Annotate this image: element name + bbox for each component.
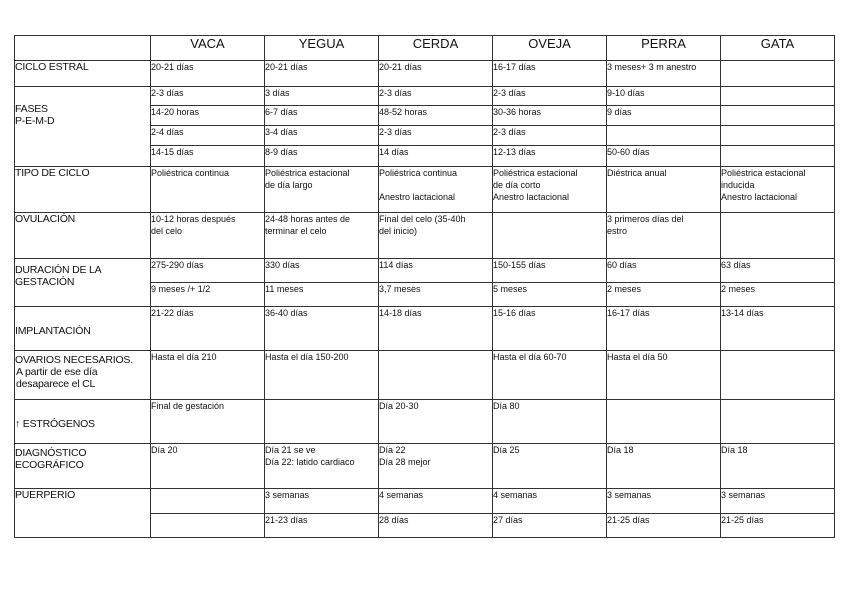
cell-line: Poliéstrica continua: [151, 168, 230, 178]
table-cell: [151, 167, 265, 213]
cell-line: Poliéstrica continua: [379, 168, 458, 178]
table-cell: 275-290 días: [151, 259, 265, 283]
table-cell: 150-155 días: [493, 259, 607, 283]
table-cell: 28 días: [379, 514, 493, 538]
row-label-line: P-E-M-D: [15, 115, 55, 127]
row-label-gestacion: [15, 259, 151, 307]
table-cell: 50-60 días: [607, 146, 721, 167]
cell-line: Día 18: [721, 445, 748, 455]
row-label-tipo-de-ciclo: TIPO DE CICLO: [15, 167, 151, 213]
cell-line: Día 18: [607, 445, 634, 455]
table-cell: Día 20-30: [379, 400, 493, 444]
table-cell: [151, 514, 265, 538]
cell-line: inducida: [721, 180, 755, 190]
reproduction-table: [14, 35, 835, 538]
table-cell: 11 meses: [265, 283, 379, 307]
table-cell: 2-4 días: [151, 126, 265, 146]
table-cell: 12-13 días: [493, 146, 607, 167]
header-row: [15, 36, 835, 61]
cell-line: estro: [607, 226, 628, 236]
header-vaca: VACA: [151, 36, 265, 61]
table-cell: [607, 126, 721, 146]
table-cell: [721, 146, 835, 167]
table-cell: 15-16 días: [493, 307, 607, 351]
cell-line: [721, 213, 834, 225]
header-cerda: CERDA: [379, 36, 493, 61]
cell-line: Diéstrica anual: [607, 168, 667, 178]
table-cell: [493, 444, 607, 489]
table-row: [15, 400, 835, 444]
cell-line: Poliéstrica estacional: [493, 168, 578, 178]
header-perra: PERRA: [607, 36, 721, 61]
table-cell: 9 días: [607, 106, 721, 126]
table-cell: 14 días: [379, 146, 493, 167]
table-cell: 16-17 días: [607, 307, 721, 351]
table-cell: 60 días: [607, 259, 721, 283]
row-label-line: desaparece el CL: [16, 378, 96, 390]
table-cell: 9-10 días: [607, 87, 721, 106]
cell-line: 3 primeros días del: [607, 214, 684, 224]
table-row: [15, 87, 835, 106]
table-row: [15, 351, 835, 400]
table-cell: 2-3 días: [379, 126, 493, 146]
table-cell: Hasta el día 50: [607, 351, 721, 400]
table-cell: 2 meses: [721, 283, 835, 307]
table-cell: 14-20 horas: [151, 106, 265, 126]
cell-line: [379, 179, 492, 191]
table-cell: 3-4 días: [265, 126, 379, 146]
table-cell: [379, 444, 493, 489]
cell-line: 10-12 horas después: [151, 214, 236, 224]
cell-line: de día largo: [265, 180, 313, 190]
table-cell: [151, 444, 265, 489]
cell-line: Día 28 mejor: [379, 457, 431, 467]
row-label-ciclo-estral: CICLO ESTRAL: [15, 61, 151, 87]
table-cell: [721, 213, 835, 259]
table-cell: 5 meses: [493, 283, 607, 307]
cell-line: [493, 213, 606, 225]
table-cell: [151, 213, 265, 259]
table-cell: 4 semanas: [493, 489, 607, 514]
table-row: [15, 167, 835, 213]
table-cell: [721, 167, 835, 213]
table-row: [15, 489, 835, 514]
cell-line: terminar el celo: [265, 226, 327, 236]
table-cell: 20-21 días: [265, 61, 379, 87]
cell-line: Poliéstrica estacional: [265, 168, 350, 178]
table-cell: 16-17 días: [493, 61, 607, 87]
table-cell: Día 80: [493, 400, 607, 444]
table-cell: Hasta el día 210: [151, 351, 265, 400]
table-cell: 6-7 días: [265, 106, 379, 126]
table-row: [15, 307, 835, 351]
table-cell: [607, 444, 721, 489]
cell-line: Anestro lactacional: [721, 192, 798, 202]
table-cell: 21-23 días: [265, 514, 379, 538]
table-row: [15, 61, 835, 87]
table-cell: [721, 400, 835, 444]
cell-line: Día 21 se ve: [265, 445, 316, 455]
table-cell: 3 semanas: [607, 489, 721, 514]
table-cell: Hasta el día 60-70: [493, 351, 607, 400]
table-cell: [379, 351, 493, 400]
table-cell: [265, 444, 379, 489]
cell-line: del celo: [151, 226, 183, 236]
cell-line: Día 25: [493, 445, 520, 455]
table-cell: Hasta el día 150-200: [265, 351, 379, 400]
table-row: [15, 213, 835, 259]
cell-line: de día corto: [493, 180, 541, 190]
row-label-fases: [15, 87, 151, 167]
header-yegua: YEGUA: [265, 36, 379, 61]
table-row: [15, 259, 835, 283]
table-cell: [493, 167, 607, 213]
row-label-line: FASES: [15, 103, 48, 115]
table-cell: 3 días: [265, 87, 379, 106]
row-label-line: GESTACIÓN: [15, 276, 75, 288]
cell-line: Día 20: [151, 445, 178, 455]
table-cell: 20-21 días: [151, 61, 265, 87]
table-cell: [721, 126, 835, 146]
table-cell: [721, 351, 835, 400]
row-label-line: ECOGRÁFICO: [15, 459, 84, 471]
table-cell: 2-3 días: [493, 126, 607, 146]
table-cell: [151, 489, 265, 514]
table-cell: [607, 213, 721, 259]
cell-line: Día 22: latido cardiaco: [265, 457, 355, 467]
row-label-diagnostico: [15, 444, 151, 489]
table-cell: 3 semanas: [721, 489, 835, 514]
table-cell: 13-14 días: [721, 307, 835, 351]
header-corner: [15, 36, 151, 61]
table-cell: [493, 213, 607, 259]
table-cell: 114 días: [379, 259, 493, 283]
table-cell: 8-9 días: [265, 146, 379, 167]
table-cell: 2 meses: [607, 283, 721, 307]
table-cell: 21-25 días: [607, 514, 721, 538]
table-cell: 3 meses+ 3 m anestro: [607, 61, 721, 87]
cell-line: del inicio): [379, 226, 418, 236]
cell-line: Poliéstrica estacional: [721, 168, 806, 178]
row-label-ovulacion: OVULACIÓN: [15, 213, 151, 259]
table-cell: [721, 61, 835, 87]
table-cell: 9 meses /+ 1/2: [151, 283, 265, 307]
table-cell: 30-36 horas: [493, 106, 607, 126]
row-label-line: DURACIÓN DE LA: [15, 264, 102, 276]
table-cell: [265, 400, 379, 444]
row-label-estrogenos: ↑ ESTRÓGENOS: [15, 400, 151, 444]
cell-line: Anestro lactacional: [379, 192, 456, 202]
cell-line: Anestro lactacional: [493, 192, 570, 202]
table-cell: 3 semanas: [265, 489, 379, 514]
table-cell: 14-15 días: [151, 146, 265, 167]
cell-line: 24-48 horas antes de: [265, 214, 351, 224]
table-cell: 330 días: [265, 259, 379, 283]
table-cell: [721, 106, 835, 126]
table-cell: 21-22 días: [151, 307, 265, 351]
table-cell: 14-18 días: [379, 307, 493, 351]
table-cell: 21-25 días: [721, 514, 835, 538]
table-cell: [721, 87, 835, 106]
table-cell: [607, 400, 721, 444]
table-cell: [265, 167, 379, 213]
header-oveja: OVEJA: [493, 36, 607, 61]
table-cell: [379, 213, 493, 259]
table-cell: 4 semanas: [379, 489, 493, 514]
cell-line: Día 22: [379, 445, 406, 455]
table-cell: Final de gestación: [151, 400, 265, 444]
table-cell: [265, 213, 379, 259]
table-cell: 36-40 días: [265, 307, 379, 351]
table-cell: [607, 167, 721, 213]
table-cell: 48-52 horas: [379, 106, 493, 126]
row-label-implantacion: IMPLANTACIÓN: [15, 307, 151, 351]
table-row: [15, 444, 835, 489]
table-cell: [721, 444, 835, 489]
table-cell: 20-21 días: [379, 61, 493, 87]
row-label-puerperio: PUERPERIO: [15, 489, 151, 538]
cell-line: Final del celo (35-40h: [379, 214, 466, 224]
row-label-line: DIAGNÓSTICO: [15, 447, 87, 459]
table-cell: 3,7 meses: [379, 283, 493, 307]
table-cell: 2-3 días: [151, 87, 265, 106]
row-label-ovarios: [15, 351, 151, 400]
table-cell: 2-3 días: [379, 87, 493, 106]
table-cell: 63 días: [721, 259, 835, 283]
table-cell: 2-3 días: [493, 87, 607, 106]
header-gata: GATA: [721, 36, 835, 61]
table-cell: 27 días: [493, 514, 607, 538]
row-label-line: OVARIOS NECESARIOS.: [15, 354, 133, 366]
row-label-line: A partir de ese día: [16, 366, 98, 378]
table-cell: [379, 167, 493, 213]
